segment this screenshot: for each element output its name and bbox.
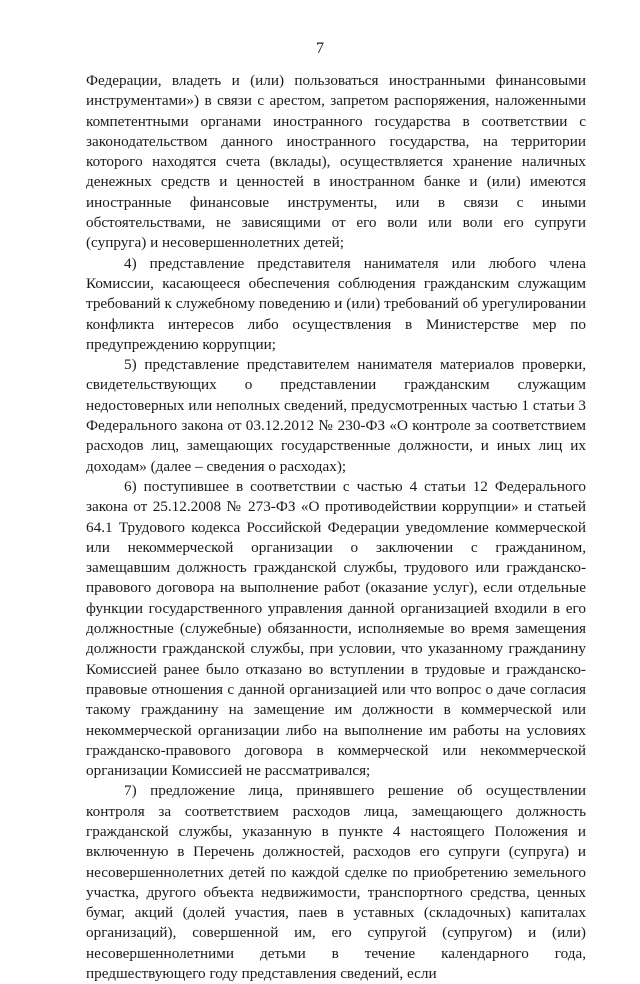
paragraph-item-5: 5) представление представителем нанимателя материалов проверки, свидетельствующих о представлении гражданским служащим недостоверных или неполных сведений, предусмотренных частью 1 статьи 3 Федерального закона от 03.12.2012 № 230-ФЗ «О контроле за соответствием расходов лиц, замещающих государственные должности, и иных лиц их доходам» (далее – сведения о расходах); — [86, 356, 586, 475]
paragraph-item-7: 7) предложение лица, принявшего решение об осуществлении контроля за соответствием расходов лица, замещающего должность гражданской службы, указанную в пункте 4 настоящего Положения и включенную в Перечень должностей, расходов его супруги (супруга) и несовершеннолетних детей по каждой сделке по приобретению земельного участка, другого объекта недвижимости, транспортного средства, ценных бумаг, акций (долей участия, паев в уставных (складочных) капиталах организаций), совершенной им, его супругой (супругом) и (или) несовершеннолетними детьми в течение календарного года, предшествующего году представления сведений, если — [86, 782, 586, 983]
paragraph-continuation: Федерации, владеть и (или) пользоваться иностранными финансовыми инструментами») в связи с арестом, запретом распоряжения, наложенными компетентными органами иностранного государства в соответствии с законодательством данного иностранного государства, на территории которого находятся счета (вклады), осуществляется хранение наличных денежных средств и ценностей в иностранном банке и (или) имеются иностранные финансовые инструменты, или в связи с иными обстоятельствами, не зависящими от его воли или воли его супруги (супруга) и несовершеннолетних детей; — [86, 72, 586, 252]
document-body — [86, 71, 586, 984]
paragraph-item-4: 4) представление представителя нанимателя или любого члена Комиссии, касающееся обеспечения соблюдения гражданским служащим требований к служебному поведению и (или) требований об урегулировании конфликта интересов либо осуществления в Министерстве мер по предупреждению коррупции; — [86, 254, 586, 353]
paragraph-item-6: 6) поступившее в соответствии с частью 4 статьи 12 Федерального закона от 25.12.2008 № 273-ФЗ «О противодействии коррупции» и статьей 64.1 Трудового кодекса Российской Федерации уведомление коммерческой или некоммерческой организации о заключении с гражданином, замещавшим должность гражданской службы, трудового или гражданско-правового договора на выполнение работ (оказание услуг), если отдельные функции государственного управления данной организацией входили в его должностные (служебные) обязанности, исполняемые во время замещения должности гражданской службы, при условии, что указанному гражданину Комиссией ранее было отказано во вступлении в трудовые и гражданско-правовые отношения с данной организацией или что вопрос о даче согласия такому гражданину на замещение им должности в коммерческой или некоммерческой организации либо на выполнение им работы на условиях гражданско-правового договора в коммерческой или некоммерческой организации Комиссией не рассматривался; — [86, 477, 586, 780]
page-number: 7 — [316, 40, 324, 57]
